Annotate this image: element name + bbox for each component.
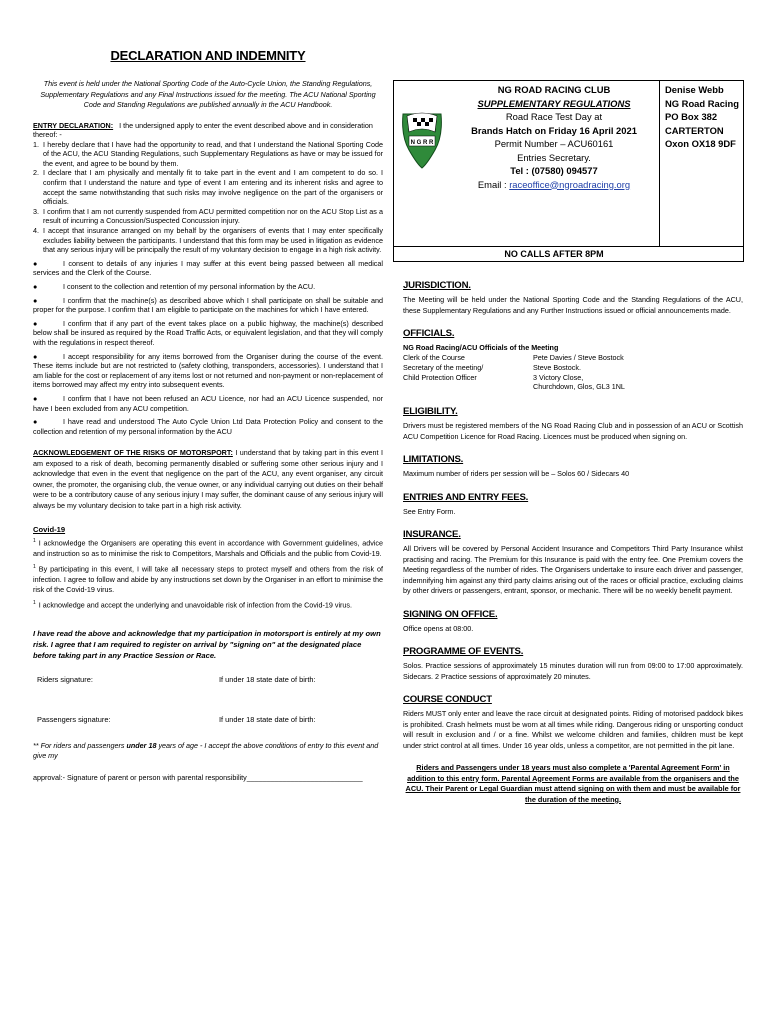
officials-heading: OFFICIALS. xyxy=(403,328,455,339)
list-item xyxy=(33,562,383,596)
limitations-text: Maximum number of riders per session will be – Solos 60 / Sidecars 40 xyxy=(403,469,630,479)
list-item xyxy=(33,352,383,390)
intro-text: This event is held under the National Sporting Code of the Auto-Cycle Union, the Standing Regulations, Supplementary Regulations and any Final Instructions issued for the meeting. The ACU National Sporting Code and Standing Regulations are published annually in the ACU Handbook. xyxy=(40,79,376,109)
item-text: I hereby declare that I have had the opportunity to read, and that I understand the National Sporting Code of the ACU, the ACU Standing Regulations, such Supplementary Regulations as have or may be issued for the event, and agree to be bound by them. xyxy=(43,139,383,168)
eligibility-text: Drivers must be registered members of the NG Road Racing Club and in possession of an ACU or Scottish ACU Competition Licence for Road Racing. Licences must be produced when signing on. xyxy=(403,421,743,441)
passengers-signature-label[interactable]: Passengers signature: xyxy=(37,715,111,725)
acknowledgement-section xyxy=(33,448,383,511)
club-name: NG ROAD RACING CLUB xyxy=(497,84,611,95)
officials-row xyxy=(403,363,743,373)
acknowledgement-text: I understand that by taking part in this event I am exposed to a risk of death, becoming permanently disabled or suffering some other serious injury and I acknowledge that even in the event that negligence on the part of the ACU, any event organiser, any circuit owner, the promoter, the organising club, the venue owner, or any individual carrying out duties on their behalf were to be a contributory cause of any serious injury I may suffer, the dominant cause of any serious injury will always be my voluntary decision to take part in a high risk activity. xyxy=(33,448,383,510)
insurance-heading: INSURANCE. xyxy=(403,529,461,541)
official-name: Steve Bostock. xyxy=(533,362,581,372)
list-item xyxy=(33,296,383,315)
official-name: 3 Victory Close, xyxy=(533,372,584,382)
jurisdiction-text: The Meeting will be held under the National Sporting Code and the Standing Regulations of the ACU, these Supplementary Regulations and any Further Instructions issued or official announcements made. xyxy=(403,295,743,315)
item-number: 2. xyxy=(33,168,39,178)
item-text: I consent to details of any injuries I may suffer at this event being passed between all medical services and the Clerk of the Course. xyxy=(33,258,383,278)
bullet-list xyxy=(33,259,383,437)
list-item xyxy=(33,140,383,169)
parental-note-post: years of age - I accept the above conditions of entry to this event and give my xyxy=(33,741,379,761)
fees-text: See Entry Form. xyxy=(403,506,456,516)
item-text: I declare that I am physically and mentally fit to take part in the event and I am competent to do so. I confirm that I understand the nature and type of event I am entering and its inherent risks and agree to accept the same notwithstanding that such risks may involve negligence on the part of the organisers or officials. xyxy=(43,168,383,207)
riders-dob-label[interactable]: If under 18 state date of birth: xyxy=(219,675,316,685)
address-line: CARTERTON xyxy=(665,124,724,136)
item-text: I confirm that the machine(s) as described above which I shall participate on shall be suitable and proper for the purpose. I confirm that I am eligible to participate on the machines for which I have entered. xyxy=(33,295,383,315)
programme-heading: PROGRAMME OF EVENTS. xyxy=(403,646,524,658)
list-item xyxy=(33,226,383,255)
list-item xyxy=(33,168,383,206)
list-item xyxy=(33,259,383,278)
event-name: Road Race Test Day at xyxy=(505,111,603,122)
item-text: I accept responsibility for any items borrowed from the Organiser during the course of the event. These items include but are not restricted to (safety clothing, transponders, accessories). I understand that I am liable for the cost or replacement of any items lost or not returned and non-payment or non-replacement of items borrowed may affect my entry into subsequent events. xyxy=(33,351,383,390)
item-number: 1. xyxy=(33,139,39,149)
official-role: Clerk of the Course xyxy=(403,353,465,362)
list-item xyxy=(33,207,383,226)
bullet-icon: ● xyxy=(33,282,38,291)
list-item xyxy=(33,536,383,559)
official-role xyxy=(403,382,533,392)
programme-text: Solos. Practice sessions of approximately 15 minutes duration will run from 09:00 to 17:00 approximately. Sidecars. 2 Practice sessions of approximately 20 minutes. xyxy=(403,661,743,681)
passengers-dob-label[interactable]: If under 18 state date of birth: xyxy=(219,715,316,725)
item-text: I acknowledge and accept the underlying and unavoidable risk of infection from the Covid-19 virus. xyxy=(38,599,353,609)
list-item xyxy=(33,319,383,348)
signing-on-text: Office opens at 08:00. xyxy=(403,623,474,633)
address-line: NG Road Racing xyxy=(665,97,739,109)
address-line: Denise Webb xyxy=(665,84,724,95)
list-item xyxy=(33,394,383,413)
entry-declaration xyxy=(33,121,383,140)
postal-address xyxy=(665,83,743,151)
declaration-statement: I have read the above and acknowledge that my participation in motorsport is entirely at my own risk. I agree that I am required to register on arrival by "signing on" at the designated place before taking part in any Practice Session or Race. xyxy=(33,629,381,661)
riders-signature-row xyxy=(33,675,383,687)
list-item xyxy=(33,598,383,611)
official-name: Pete Davies / Steve Bostock xyxy=(533,353,624,362)
item-text: I accept that insurance arranged on my behalf by the organisers of events that I may enter specifically excludes liability between the participants. I understand that this form may be used in litigation as evidence that any serious injury will be principally the result of my voluntary decision to engage in a high risk activity. xyxy=(43,226,383,255)
page-title: DECLARATION AND INDEMNITY xyxy=(110,48,306,63)
official-role: Secretary of the meeting/ xyxy=(403,362,484,372)
telephone: Tel : (07580) 094577 xyxy=(510,165,598,176)
officials-row xyxy=(403,382,743,392)
course-conduct-text: Riders MUST only enter and leave the race circuit at designated points. Riding of motorised paddock bikes is prohibited. Crash helmets must be worn at all times while riding. Dangerous riding or unsporting conduct will result in exclusion and / or a fine. Whilst we welcome children and families, children must be kept under strict control at all times. Under 16 year olds, unless a competitor, are not permitted in the pit lane. xyxy=(403,709,743,750)
signing-on-heading: SIGNING ON OFFICE. xyxy=(403,608,498,620)
item-number: 3. xyxy=(33,206,39,216)
officials-row xyxy=(403,373,743,383)
officials-subheading: NG Road Racing/ACU Officials of the Meeting xyxy=(403,343,559,352)
passengers-signature-row xyxy=(33,715,383,727)
address-line: Oxon OX18 9DF xyxy=(665,138,736,149)
riders-signature-label[interactable]: Riders signature: xyxy=(37,675,93,685)
email-label: Email : xyxy=(477,178,510,190)
email-link[interactable]: raceoffice@ngroadracing.org xyxy=(509,178,631,190)
covid-marker: 1 xyxy=(33,599,36,606)
item-text: I consent to the collection and retention of my personal information by the ACU. xyxy=(63,282,316,291)
list-item xyxy=(33,417,383,436)
declaration-column xyxy=(33,48,383,782)
regulations-column xyxy=(403,280,743,805)
address-line: PO Box 382 xyxy=(665,111,718,122)
official-name: Churchdown, Glos, GL3 1NL xyxy=(533,382,625,392)
bullet-icon: ● xyxy=(33,393,38,403)
entries-secretary: Entries Secretary. xyxy=(517,151,591,163)
entry-declaration-heading: ENTRY DECLARATION: xyxy=(33,120,114,130)
event-details xyxy=(449,83,659,191)
parental-agreement-notice: Riders and Passengers under 18 years must also complete a 'Parental Agreement Form' in addition to this entry form. Parental Agreement Forms are available from the organisers and the ACU. Their Parent or Legal Guardian must attend signing on with them and must be available for the duration of the meeting. xyxy=(405,763,741,804)
event-venue-date: Brands Hatch on Friday 16 April 2021 xyxy=(471,124,637,136)
eligibility-heading: ELIGIBILITY. xyxy=(403,406,458,418)
covid-heading: Covid-19 xyxy=(33,525,66,535)
email-line xyxy=(449,178,659,192)
officials-row xyxy=(403,353,743,363)
insurance-text: All Drivers will be covered by Personal Accident Insurance and Competitors Third Party Insurance whilst practising and racing. The Premium for this Insurance is paid with the entry fee. One Premium covers the Meeting regardless of the number of rides. The Organisers undertake to insure each driver and passenger, indemnifying him against any third party claims arising out of the races or official practice, excluding claims by other drivers or passengers, entrant, sponsor, or mechanic. There will be no weekly benefit payment. xyxy=(403,544,743,596)
parental-approval-line[interactable]: approval:- Signature of parent or person with parental responsibility_____________________________ xyxy=(33,773,363,783)
event-header-box xyxy=(393,80,744,262)
course-conduct-heading: COURSE CONDUCT xyxy=(403,694,492,706)
fees-heading: ENTRIES AND ENTRY FEES. xyxy=(403,491,529,503)
item-text: I confirm that I am not currently suspended from ACU permitted competition nor on the ACU Stop List as a result of incurring a Concussion/Suspected Concussion injury. xyxy=(43,206,383,226)
acknowledgement-heading: ACKNOWLEDGEMENT OF THE RISKS OF MOTORSPORT: xyxy=(33,448,233,458)
parental-note xyxy=(33,741,383,761)
numbered-list xyxy=(33,140,383,255)
bullet-icon: ● xyxy=(33,258,38,268)
bullet-icon: ● xyxy=(33,318,38,328)
list-item xyxy=(33,282,383,292)
item-number: 4. xyxy=(33,226,39,236)
header-divider xyxy=(659,81,660,246)
no-calls-notice: NO CALLS AFTER 8PM xyxy=(504,249,604,259)
club-logo-icon xyxy=(399,106,445,170)
bullet-icon: ● xyxy=(33,417,38,427)
limitations-heading: LIMITATIONS. xyxy=(403,454,464,466)
bullet-icon: ● xyxy=(33,295,38,305)
covid-marker: 1 xyxy=(33,563,36,570)
supp-regs-title: SUPPLEMENTARY REGULATIONS xyxy=(477,97,631,109)
covid-marker: 1 xyxy=(33,538,36,545)
parental-note-pre: ** For riders and passengers xyxy=(33,741,127,751)
entry-declaration-text: I the undersigned apply to enter the event described above and in consideration thereof: - xyxy=(33,120,373,140)
jurisdiction-heading: JURISDICTION. xyxy=(403,280,471,291)
item-text: By participating in this event, I will take all necessary steps to protect myself and others from the risk of infection. I agree to follow and abide by any instructions set down by the Organiser in an effort to minimise the risk of the Covid-19 virus. xyxy=(33,564,383,595)
item-text: I confirm that I have not been refused an ACU Licence, nor had an ACU Licence suspended, nor have I been excluded from any ACU competition. xyxy=(33,393,383,413)
parental-note-bold: under 18 xyxy=(126,741,157,751)
official-role: Child Protection Officer xyxy=(403,372,477,382)
item-text: I confirm that if any part of the event takes place on a public highway, the machine(s) described below shall be insured as required by the Road Traffic Acts, or equivalent legislation, and that they will comply with the regulations in respect thereof. xyxy=(33,318,383,347)
logo-lettering: N G R R xyxy=(410,140,434,146)
bullet-icon: ● xyxy=(33,351,38,361)
permit-number: Permit Number – ACU60161 xyxy=(494,138,614,149)
item-text: I acknowledge the Organisers are operating this event in accordance with Government guidelines, advice and instruction so as to minimise the risk to Competitors, Marshals and Officials and the public from Covid-19. xyxy=(33,538,383,559)
item-text: I have read and understood The Auto Cycle Union Ltd Data Protection Policy and consent to the collection and retention of my personal information by the ACU xyxy=(33,417,383,436)
